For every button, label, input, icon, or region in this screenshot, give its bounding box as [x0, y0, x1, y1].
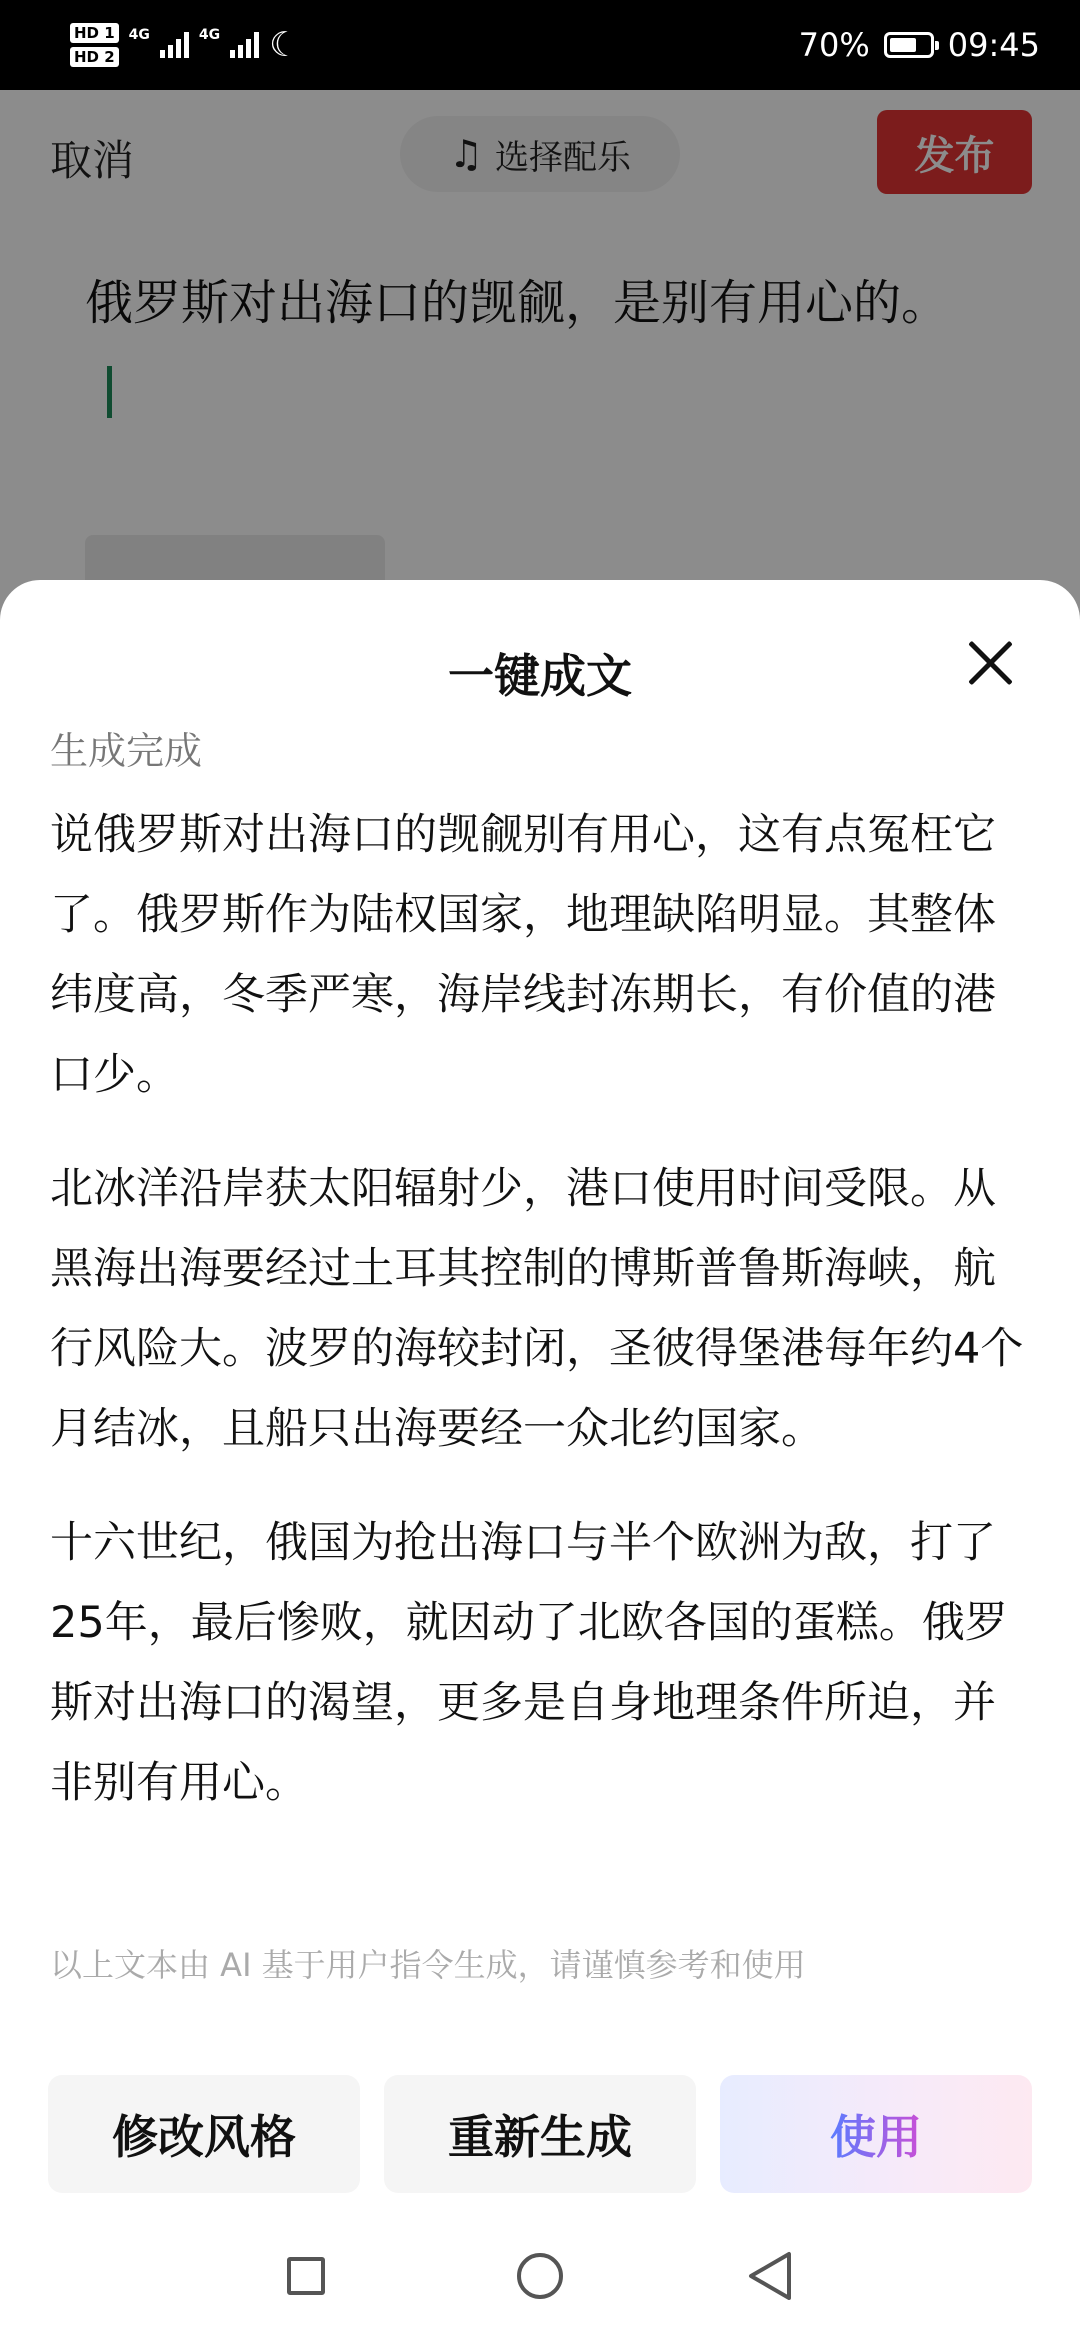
article-paragraph: 十六世纪，俄国为抢出海口与半个欧洲为敌，打了25年，最后惨败，就因动了北欧各国的蛋糕。俄罗斯对出海口的渴望，更多是自身地理条件所迫，并非别有用心。: [50, 1518, 1008, 1808]
use-button[interactable]: [720, 2075, 1032, 2193]
signal-bars-2-icon: [230, 32, 259, 58]
select-music-label: 选择配乐: [495, 137, 632, 178]
post-text-content: 俄罗斯对出海口的觊觎，是别有用心的。: [85, 275, 950, 331]
generated-article: [50, 795, 1035, 1857]
music-note-icon: ♫: [448, 132, 484, 176]
sheet-title: 一键成文: [448, 649, 632, 703]
action-buttons: [48, 2075, 1033, 2195]
article-paragraph: 北冰洋沿岸获太阳辐射少，港口使用时间受限。从黑海出海要经过土耳其控制的博斯普鲁斯海峡，航行风险大。波罗的海较封闭，圣彼得堡港每年约4个月结冰，且船只出海要经一众北约国家。: [50, 1164, 1024, 1454]
article-paragraph: 说俄罗斯对出海口的觊觎别有用心，这有点冤枉它了。俄罗斯作为陆权国家，地理缺陷明显。其整体纬度高，冬季严寒，海岸线封冻期长，有价值的港口少。: [50, 810, 996, 1100]
cancel-button[interactable]: 取消: [50, 136, 135, 185]
square-icon[interactable]: [287, 2257, 325, 2295]
clock: 09:45: [947, 26, 1040, 64]
circle-icon[interactable]: [517, 2253, 563, 2299]
status-right: [799, 0, 1040, 90]
close-icon[interactable]: [966, 638, 1016, 688]
hd2-badge: HD 2: [70, 47, 119, 67]
status-left: [70, 18, 300, 72]
use-button-label: 使用: [830, 2101, 922, 2167]
hd-indicators: [70, 23, 119, 67]
system-nav-bar: [0, 2250, 1080, 2340]
generation-status: 生成完成: [50, 729, 203, 773]
do-not-disturb-moon-icon: ☾: [269, 25, 300, 65]
publish-button[interactable]: 发布: [877, 110, 1032, 194]
network-type-1: 4G: [128, 27, 150, 43]
signal-bars-1-icon: [160, 32, 189, 58]
regenerate-button[interactable]: 重新生成: [384, 2075, 696, 2193]
ai-compose-sheet: [0, 580, 1080, 2340]
battery-icon: [884, 32, 934, 58]
network-type-2: 4G: [198, 27, 221, 43]
modify-style-button[interactable]: 修改风格: [48, 2075, 360, 2193]
ai-disclaimer: 以上文本由 AI 基于用户指令生成，请谨慎参考和使用: [50, 1946, 806, 1984]
status-bar: [0, 0, 1080, 90]
triangle-back-icon[interactable]: [745, 2250, 795, 2302]
hd1-badge: HD 1: [70, 23, 119, 43]
battery-percent: 70%: [798, 26, 870, 64]
